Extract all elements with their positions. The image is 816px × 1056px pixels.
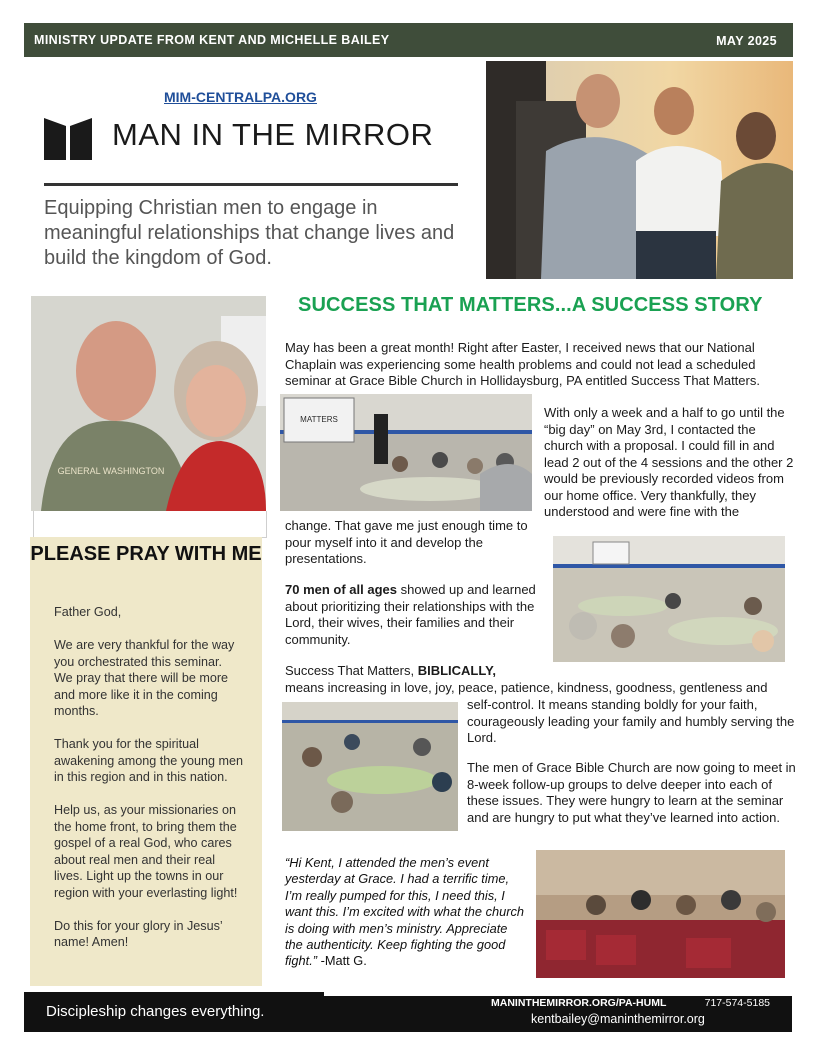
header-date: MAY 2025 — [716, 34, 777, 48]
article-paragraph-1: May has been a great month! Right after Easter, I received news that our National Chaplain was experiencing some health problems and could not lead a scheduled seminar at Grace Bible Church in Hollidaysburg, PA entitled Success That Matters. — [285, 340, 760, 388]
prayer-paragraph: Father God, — [54, 605, 122, 619]
header-title: MINISTRY UPDATE FROM KENT AND MICHELLE BAILEY — [34, 33, 390, 47]
quote-author: -Matt G. — [317, 953, 367, 969]
paragraph-4-line: means increasing in love, joy, peace, patience, kindness, goodness, gentleness and — [285, 679, 768, 695]
header-bar — [24, 23, 793, 57]
mirror-logo-icon — [44, 118, 92, 160]
paragraph-3-text: showed up and learned about prioritizing their relationships with the Lord, their wives, their families and their community. — [285, 582, 536, 647]
footer-url[interactable]: MANINTHEMIRROR.ORG/PA-HUML — [491, 997, 667, 1009]
seminar-photo — [280, 394, 532, 511]
site-link[interactable]: MIM-CENTRALPA.ORG — [164, 89, 317, 105]
prayer-paragraph: Help us, as your missionaries on the home front, to bring them the gospel of a real God, who cares about real men and their real lives. Light up the towns in our region with your everlasting light! — [54, 803, 238, 900]
quote-text: “Hi Kent, I attended the men’s event yesterday at Grace. I had a terrific time, I’m really pumped for this, I need this, I want this. I’m excited with what the church is doing with men’s ministry. Appreciate the authenticity. Keep fighting the good fight.” — [285, 855, 524, 969]
couple-photo — [31, 296, 266, 511]
paragraph-4-intro: Success That Matters, — [285, 663, 418, 678]
article-paragraph-4-rest: self-control. It means standing boldly for your faith, courageously leading your family and humbly serving the Lord. — [467, 697, 795, 745]
prayer-paragraph: Thank you for the spiritual awakening among the young men in this region and in this nation. — [54, 737, 244, 784]
group-photo — [282, 702, 458, 831]
shirt-text: GENERAL WASHINGTON — [57, 466, 165, 476]
article-paragraph-4 — [285, 663, 800, 696]
article-paragraph-3 — [285, 582, 547, 648]
footer-bar — [24, 996, 792, 1032]
divider — [44, 183, 458, 186]
slide-text: MATTERS — [300, 415, 338, 424]
biblically-highlight: BIBLICALLY, — [417, 663, 496, 678]
article-paragraph-2b: change. That gave me just enough time to pour myself into it and develop the presentations. — [285, 518, 528, 566]
article-paragraph-2a: With only a week and a half to go until the “big day” on May 3rd, I contacted the church with a proposal. I could fill in and lead 2 out of the 4 sessions and the other 2 would be previously recorded videos from our home office. Very thankfully, they understood and were fine with the — [544, 405, 794, 519]
article-paragraph-5: The men of Grace Bible Church are now going to meet in 8-week follow-up groups to delve deeper into each of these issues. They were hungry to learn at the seminar and are hungry to put what they’ve learned into action. — [467, 760, 796, 825]
prayer-paragraph: We are very thankful for the way you orchestrated this seminar. We pray that there will be more and more like it in the coming months. — [54, 638, 235, 718]
article-headline: SUCCESS THAT MATTERS...A SUCCESS STORY — [298, 294, 763, 316]
attendance-highlight: 70 men of all ages — [285, 582, 397, 597]
prayer-text — [54, 604, 244, 967]
brand-name: MAN IN THE MIRROR — [112, 117, 434, 152]
footer-motto: Discipleship changes everything. — [46, 1003, 265, 1020]
tagline: Equipping Christian men to engage in meaningful relationships that change lives and build the kingdom of God. — [44, 197, 455, 269]
prayer-title: PLEASE PRAY WITH ME — [30, 543, 262, 565]
small-group-photo — [536, 850, 785, 978]
hero-photo — [486, 61, 793, 279]
prayer-paragraph: Do this for your glory in Jesus’ name! Amen! — [54, 918, 223, 949]
footer-phone: 717-574-5185 — [704, 997, 770, 1009]
tables-photo — [553, 536, 785, 662]
testimonial-quote — [285, 855, 525, 970]
photo-frame — [33, 511, 267, 538]
footer-email[interactable]: kentbailey@maninthemirror.org — [531, 1012, 705, 1026]
